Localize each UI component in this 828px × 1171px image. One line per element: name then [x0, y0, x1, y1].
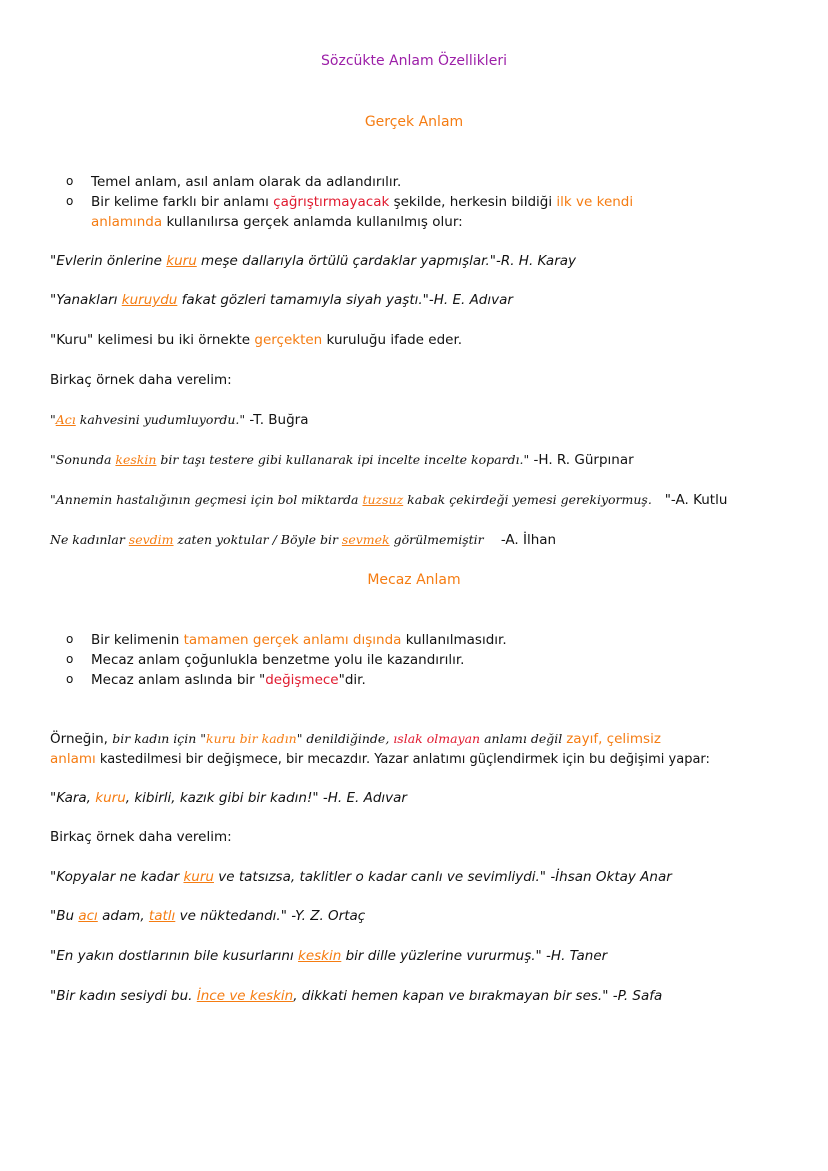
mecaz-sample-3: "En yakın dostlarının bile kusurlarını keskin bir dille yüzlerine vururmuş." -H. Taner — [50, 948, 608, 964]
mecaz-example-1: "Kara, kuru, kibirli, kazık gibi bir kadın!" -H. E. Adıvar — [50, 790, 407, 806]
gercek-sample-2: "Sonunda keskin bir taşı testere gibi kullanarak ipi incelte incelte kopardı." -H. R. Gürpınar — [50, 452, 634, 468]
gercek-anlam-heading: Gerçek Anlam — [364, 114, 464, 130]
mecaz-sample-2: "Bu acı adam, tatlı ve nüktedandı." -Y. Z. Ortaç — [50, 908, 366, 924]
list-item: o Bir kelime farklı bir anlamı çağrıştırmayacak şekilde, herkesin bildiği ilk ve kendi anlamında kullanılırsa gerçek anlamda kullanılmış olur: — [66, 192, 633, 232]
gercek-sample-1: "Acı kahvesini yudumluyordu." -T. Buğra — [50, 412, 309, 428]
mecaz-bullet-list — [66, 630, 507, 690]
mecaz-sample-4: "Bir kadın sesiydi bu. İnce ve keskin, dikkati hemen kapan ve bırakmayan bir ses." -P. Safa — [50, 988, 663, 1004]
gercek-note: "Kuru" kelimesi bu iki örnekte gerçekten kuruluğu ifade eder. — [50, 332, 463, 348]
mecaz-explanation: Örneğin, bir kadın için "kuru bir kadın" denildiğinde, ıslak olmayan anlamı değil zayıf, çelimsiz anlamı kastedilmesi bir değişmece, bir mecazdır. Yazar anlatımı güçlendirmek için bu değişimi yapar: — [50, 731, 710, 767]
gercek-sample-3: "Annemin hastalığının geçmesi için bol miktarda tuzsuz kabak çekirdeği yemesi gerekiyormuş. "-A. Kutlu — [50, 492, 728, 508]
page-title: Sözcükte Anlam Özellikleri — [321, 53, 507, 69]
gercek-example-2: "Yanakları kuruydu fakat gözleri tamamıyla siyah yaştı."-H. E. Adıvar — [50, 292, 513, 308]
gercek-sample-4: Ne kadınlar sevdim zaten yoktular / Böyle bir sevmek görülmemiştir -A. İlhan — [50, 532, 557, 548]
list-item: o Mecaz anlam aslında bir "değişmece"dir. — [66, 670, 507, 690]
list-item: o Mecaz anlam çoğunlukla benzetme yolu ile kazandırılır. — [66, 650, 507, 670]
gercek-bullet-list — [66, 172, 633, 232]
gercek-example-1: "Evlerin önlerine kuru meşe dallarıyla örtülü çardaklar yapmışlar."-R. H. Karay — [50, 253, 577, 269]
list-item: o Bir kelimenin tamamen gerçek anlamı dışında kullanılmasıdır. — [66, 630, 507, 650]
gercek-more-examples: Birkaç örnek daha verelim: — [50, 372, 232, 388]
mecaz-anlam-heading: Mecaz Anlam — [367, 572, 461, 588]
mecaz-sample-1: "Kopyalar ne kadar kuru ve tatsızsa, taklitler o kadar canlı ve sevimliydi." -İhsan Oktay Anar — [50, 869, 672, 885]
mecaz-more-examples: Birkaç örnek daha verelim: — [50, 829, 232, 845]
list-item: o Temel anlam, asıl anlam olarak da adlandırılır. — [66, 172, 633, 192]
